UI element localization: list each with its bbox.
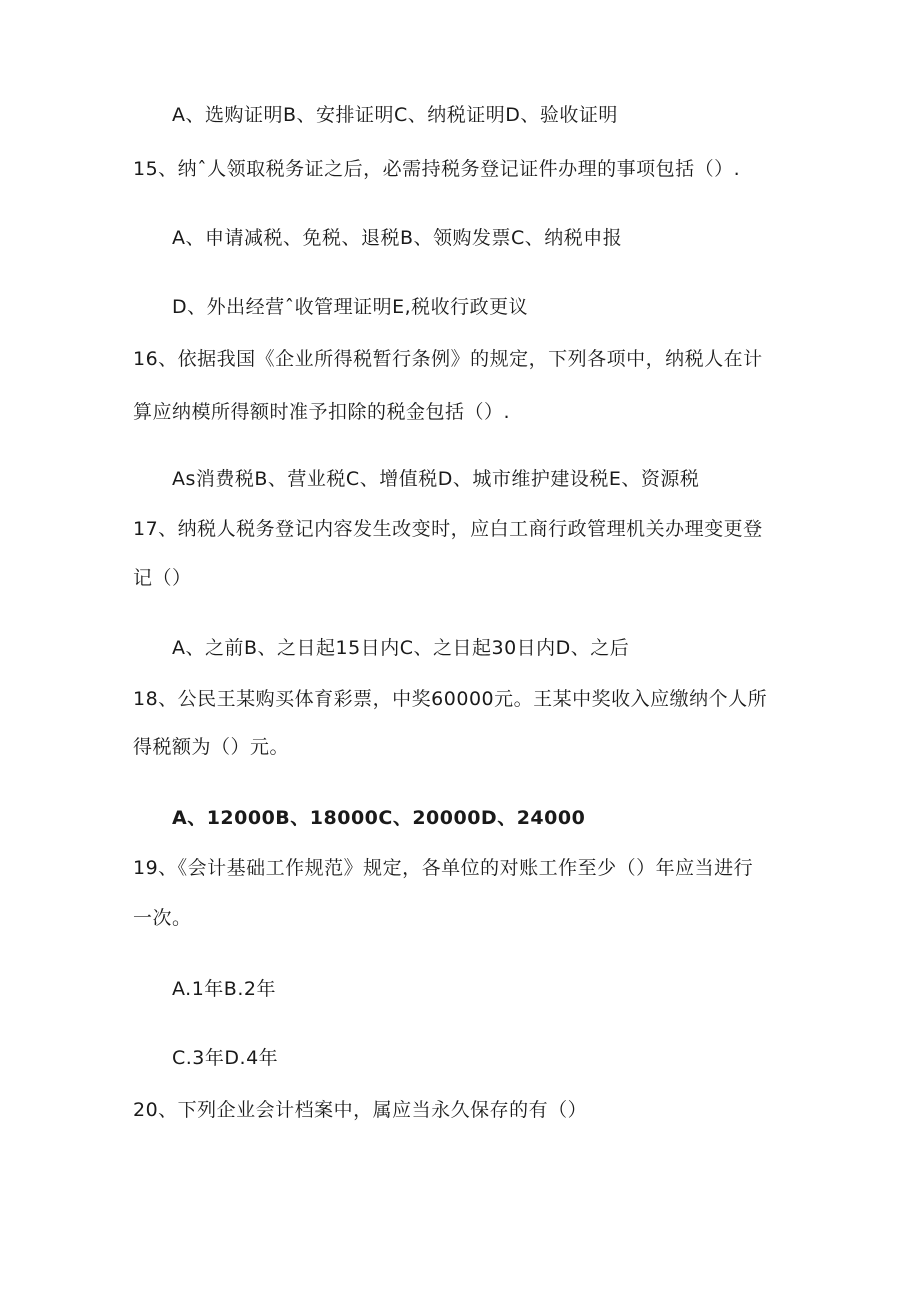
q18-options: A、12000B、18000C、20000D、24000 xyxy=(172,807,586,829)
q19-options-line-2: C.3年D.4年 xyxy=(172,1047,279,1069)
q14-options: A、选购证明B、安排证明C、纳税证明D、验收证明 xyxy=(172,104,618,126)
question-17-line-1: 17、纳税人税务登记内容发生改变时，应白工商行政管理机关办理变更登 xyxy=(133,518,763,540)
question-16-line-2: 算应纳模所得额时准予扣除的税金包括（）. xyxy=(133,401,511,423)
q17-options: A、之前B、之日起15日内C、之日起30日内D、之后 xyxy=(172,637,630,659)
question-18-line-1: 18、公民王某购买体育彩票，中奖60000元。王某中奖收入应缴纳个人所 xyxy=(133,688,768,710)
question-17-line-2: 记（） xyxy=(133,567,192,589)
q16-options: As消费税B、营业税C、增值税D、城市维护建设税E、资源税 xyxy=(172,468,700,490)
q19-options-line-1: A.1年B.2年 xyxy=(172,978,276,1000)
question-18-line-2: 得税额为（）元。 xyxy=(133,736,290,758)
question-15: 15、纳ˆ人领取税务证之后，必需持税务登记证件办理的事项包括（）. xyxy=(133,158,741,180)
q15-options-line-2: D、外出经营ˆ收管理证明E,税收行政更议 xyxy=(172,296,529,318)
question-16-line-1: 16、依据我国《企业所得税暂行条例》的规定，下列各项中，纳税人在计 xyxy=(133,348,763,370)
question-20: 20、下列企业会计档案中，属应当永久保存的有（） xyxy=(133,1099,588,1121)
question-19-line-1: 19、《会计基础工作规范》规定，各单位的对账工作至少（）年应当进行 xyxy=(133,857,754,879)
question-19-line-2: 一次。 xyxy=(133,907,192,929)
q15-options-line-1: A、申请减税、免税、退税B、领购发票C、纳税申报 xyxy=(172,227,623,249)
